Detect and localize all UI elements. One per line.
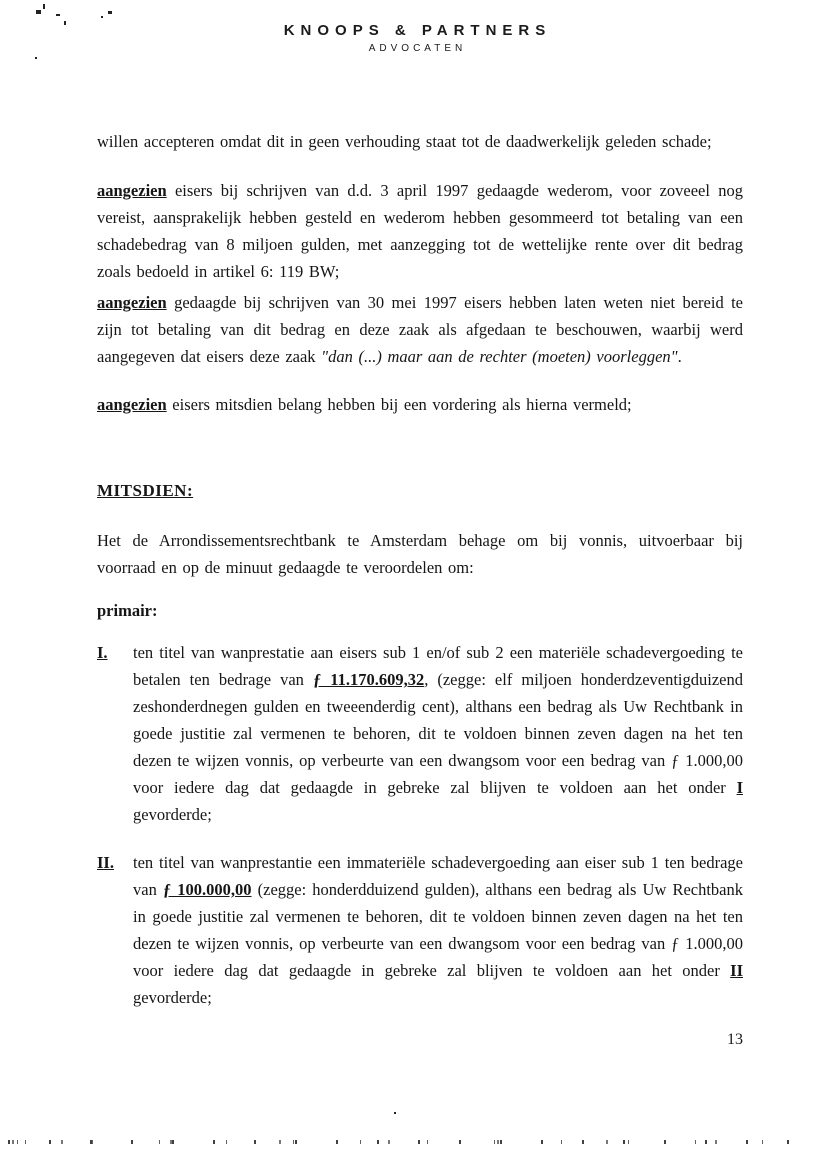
claim-text-segment: ten titel van wanprestantie een immateriële schadevergoeding aan eiser sub 1 ten bedrage van bbox=[133, 853, 743, 899]
paragraph-petition-intro: Het de Arrondissementsrechtbank te Amsterdam behage om bij vonnis, uitvoerbaar bij voorraad en op de minuut gedaagde te veroordelen om: bbox=[97, 531, 743, 577]
page-number: 13 bbox=[727, 1031, 743, 1048]
scan-noise-line bbox=[8, 1140, 820, 1144]
claim-text bbox=[133, 849, 743, 1011]
claim-number: II. bbox=[97, 853, 114, 872]
mitsdien-heading: MITSDIEN: bbox=[97, 481, 194, 500]
claim-text-segment: gevorderde; bbox=[133, 988, 212, 1007]
claim-text-segment: gevorderde; bbox=[133, 805, 212, 824]
claim-text-segment: (zegge: honderdduizend gulden), althans een bedrag als Uw Rechtbank in goede justitie zal vermenen te behoren, dit te voldoen binnen zeven dagen na het ten dezen te wijzen vonnis, op verbeurte van een dwangsom voor een bedrag van ƒ 1.000,00 voor iedere dag dat gedaagde in gebreke zal blijven te voldoen aan het onder bbox=[133, 880, 744, 980]
paragraph-text: . bbox=[677, 347, 682, 366]
paragraph-willen-accepteren: willen accepteren omdat dit in geen verhouding staat tot de daadwerkelijk geleden schade; bbox=[97, 132, 712, 151]
keyword-aangezien: aangezien bbox=[97, 293, 167, 312]
claim-text-segment: ten titel van wanprestatie aan eisers sub 1 en/of sub 2 een materiële schadevergoeding te betalen ten bedrage van bbox=[133, 643, 743, 689]
scan-speck bbox=[43, 4, 45, 9]
paragraph-text: eisers bij schrijven van d.d. 3 april 1997 gedaagde wederom, voor zoveeel nog vereist, aansprakelijk hebben gesteld en wederom hebben gesommeerd tot betaling van een schadebedrag van 8 miljoen gulden, met aanzegging tot de wettelijke rente over dit bedrag zoals bedoeld in artikel 6: 119 BW; bbox=[97, 181, 743, 281]
scan-speck bbox=[56, 14, 60, 16]
primair-label: primair: bbox=[97, 601, 158, 620]
claim-reference: I bbox=[736, 778, 743, 797]
scan-speck bbox=[36, 10, 41, 14]
scan-speck bbox=[394, 1112, 396, 1114]
quoted-text: "dan (...) maar aan de rechter (moeten) voorleggen" bbox=[321, 347, 678, 366]
claim-item-1 bbox=[97, 639, 743, 828]
paragraph-aangezien-1 bbox=[97, 177, 743, 285]
keyword-aangezien: aangezien bbox=[97, 181, 167, 200]
claim-amount: ƒ 11.170.609,32 bbox=[312, 670, 425, 689]
claim-text bbox=[133, 639, 743, 828]
letterhead bbox=[0, 22, 835, 54]
firm-subtitle: ADVOCATEN bbox=[368, 43, 467, 54]
paragraph-aangezien-3 bbox=[97, 391, 743, 418]
firm-name: KNOOPS & PARTNERS bbox=[283, 22, 552, 39]
claim-item-2 bbox=[97, 849, 743, 1011]
scan-speck bbox=[101, 16, 103, 18]
scan-speck bbox=[108, 11, 112, 14]
keyword-aangezien: aangezien bbox=[97, 395, 167, 414]
paragraph-text: eisers mitsdien belang hebben bij een vordering als hierna vermeld; bbox=[166, 395, 632, 414]
claim-amount: ƒ 100.000,00 bbox=[162, 880, 252, 899]
paragraph-aangezien-2 bbox=[97, 289, 743, 370]
claim-number: I. bbox=[97, 643, 108, 662]
claim-reference: II bbox=[730, 961, 743, 980]
claim-text-segment: , (zegge: elf miljoen honderdzeventigduizend zeshonderdnegen gulden en tweeenderdig cent), althans een bedrag als Uw Rechtbank in goede justitie zal vermenen te behoren, dit te voldoen binnen zeven dagen na het ten dezen te wijzen vonnis, op verbeurte van een dwangsom voor een bedrag van ƒ 1.000,00 voor iedere dag dat gedaagde in gebreke zal blijven te voldoen aan het onder bbox=[133, 670, 743, 797]
scan-speck bbox=[35, 57, 37, 59]
paragraph-text: gedaagde bij schrijven van 30 mei 1997 eisers hebben laten weten niet bereid te zijn tot betaling van dit bedrag en deze zaak als afgedaan te beschouwen, waarbij werd aangegeven dat eisers deze zaak bbox=[97, 293, 743, 366]
